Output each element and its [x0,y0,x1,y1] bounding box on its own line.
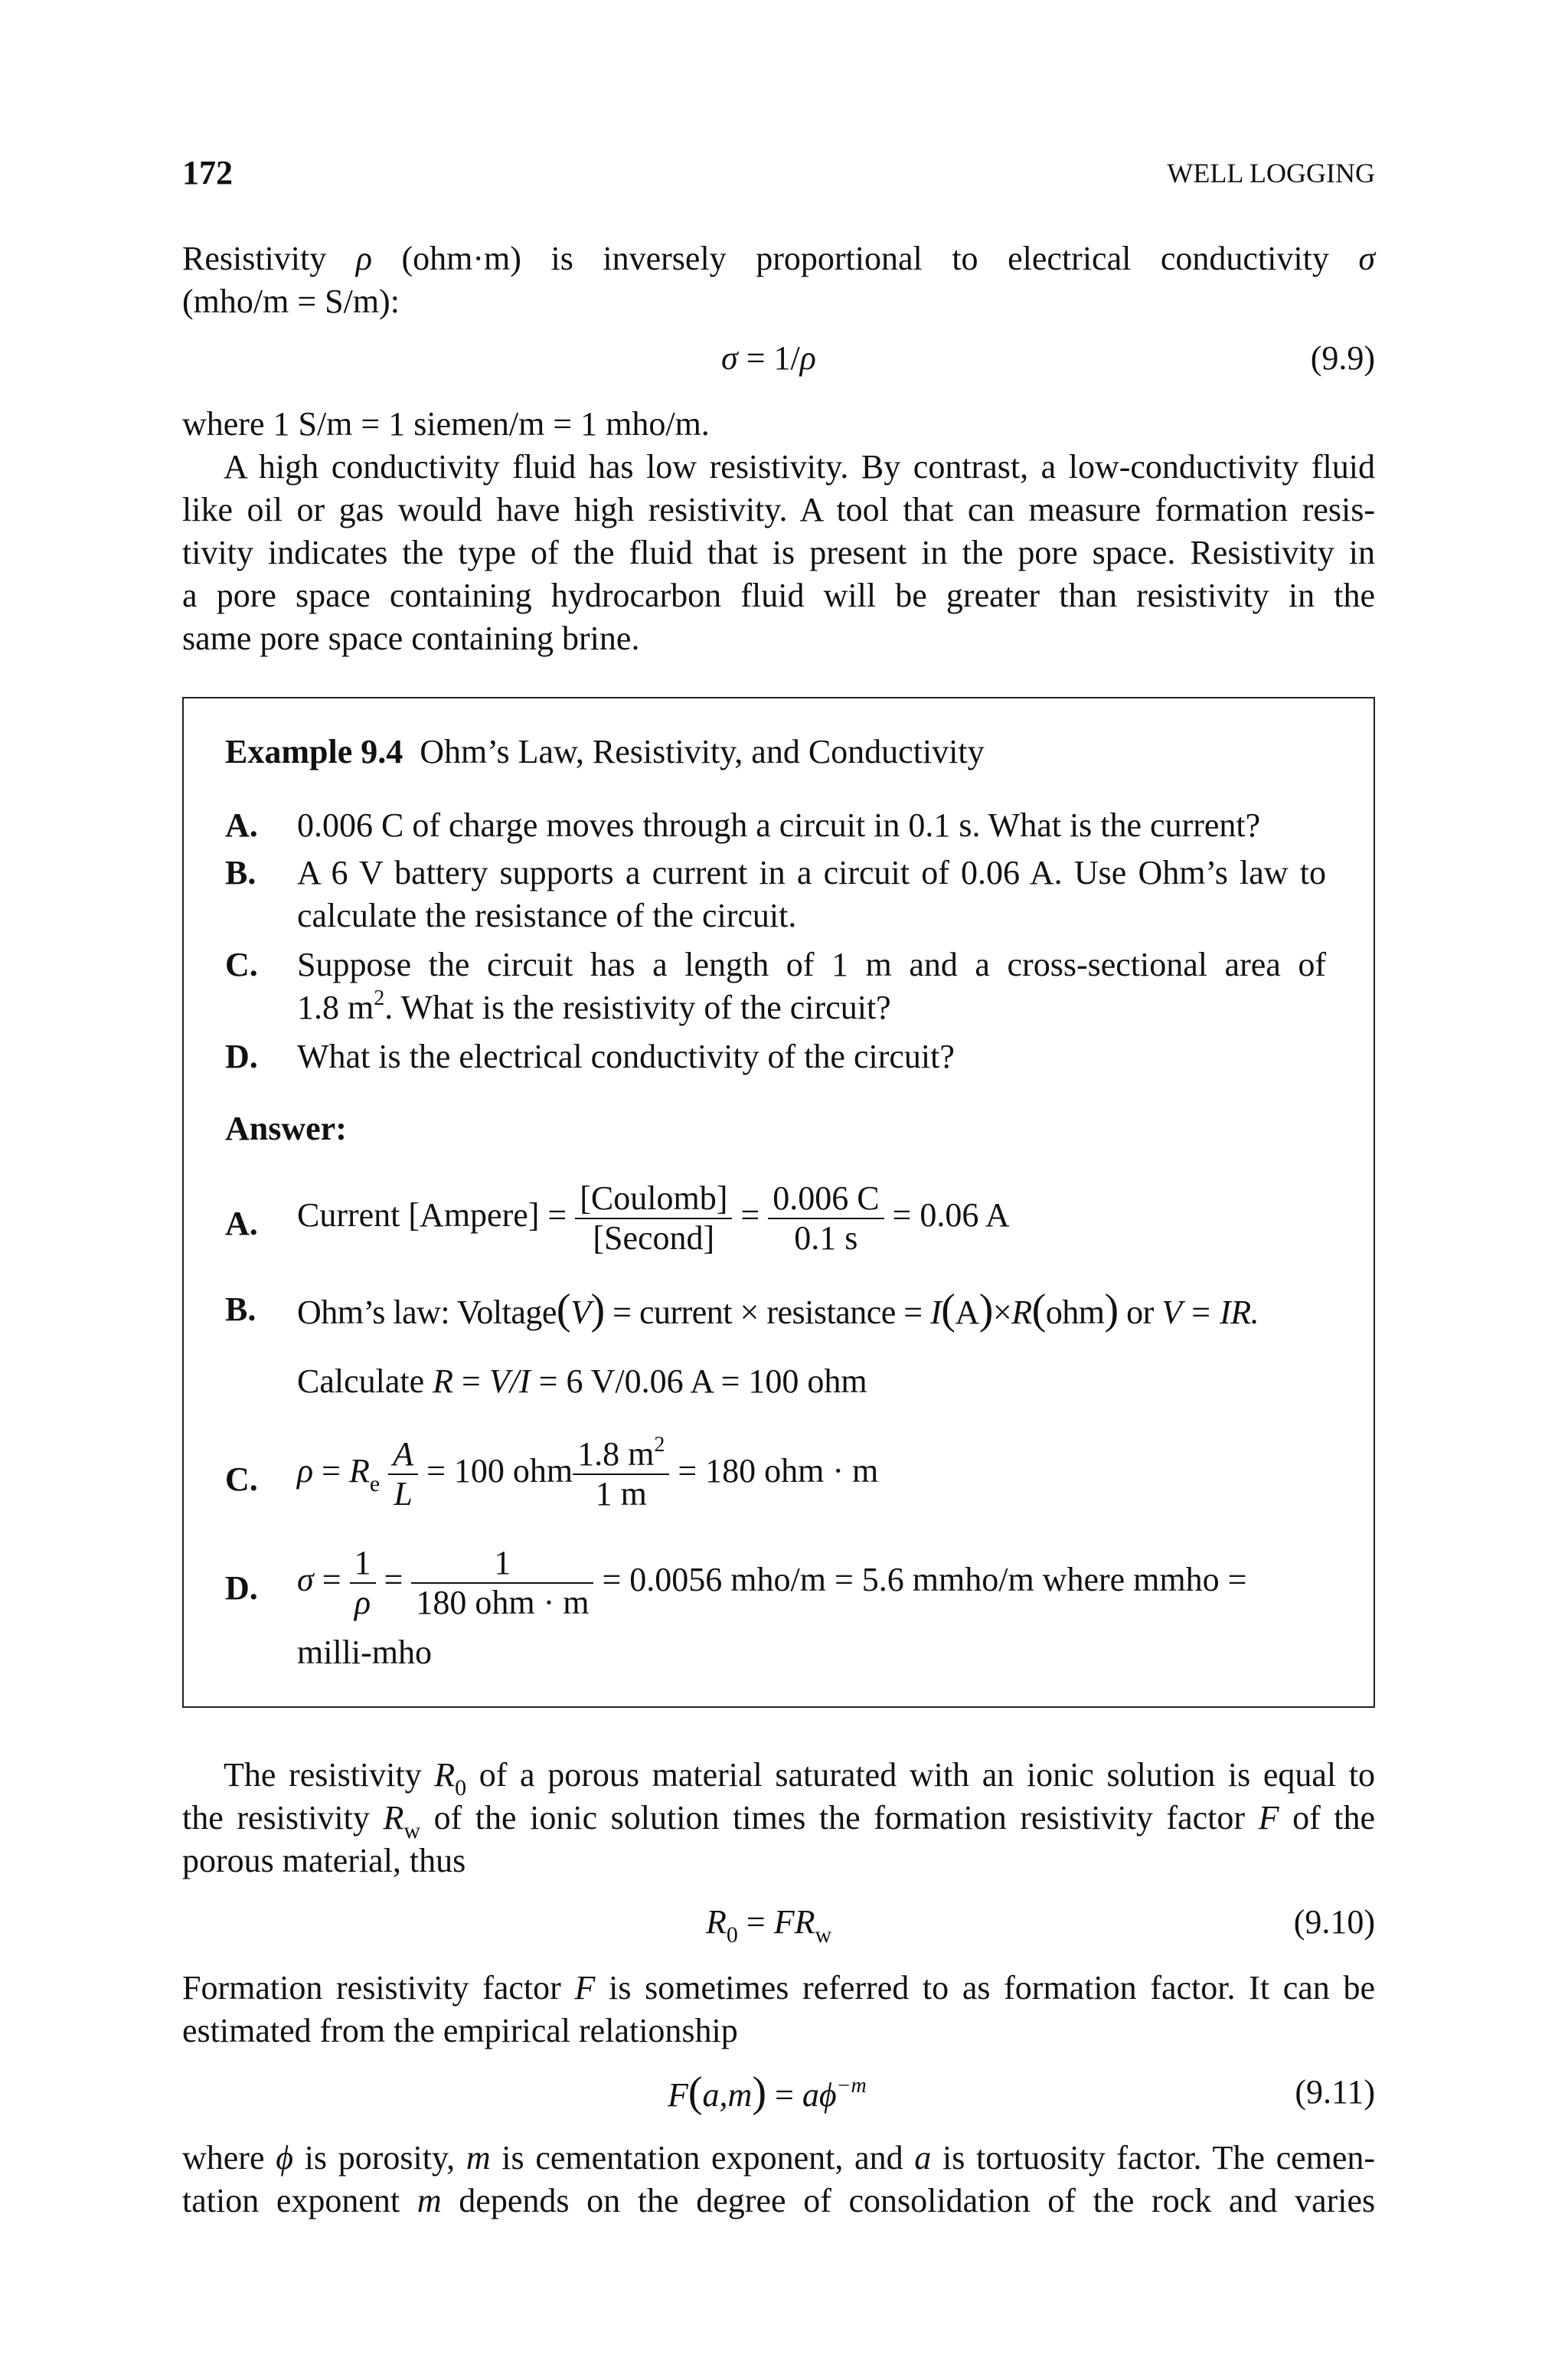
paragraph-3-line-1: The resistivity $R_0$ of a porous material saturated with an ionic solution is equal to [224,1756,1376,1801]
fraction-area-value-length-value: $\frac{1.8 m^2}{1 m}$ [573,1435,669,1513]
answer-c-equation: $\rho = R_e$ $\frac{A}{L}$ = 100 ohm $\frac{1.8 m^2}{1 m}$ = 180 ohm · m [297,1433,879,1513]
paragraph-2-line-5: a pore space containing hydrocarbon fluid will be greater than resistivity in the [182,577,1375,614]
question-a-text: 0.006 C of charge moves through a circuit in 0.1 s. What is the current? [297,806,1261,844]
equation-9-10-label: (9.10) [1293,1903,1375,1941]
answer-d-equation: σ = $\frac{1}{\rho}$ = $\frac{1}{\text{180 ohm · m}}$ = 0.0056 mho/m = 5.6 mmho/m where mmho = [297,1544,1247,1621]
question-b-text-1: A 6 V battery supports a current in a circuit of 0.06 A. Use Ohm’s law to [297,854,1326,891]
equation-9-11-label: (9.11) [1295,2073,1375,2111]
fraction-charge-time: $\frac{0.006 C}{0.1 s}$ [768,1179,884,1258]
example-label: Example 9.4 [225,733,403,770]
answer-a-letter: A. [225,1205,258,1242]
equation-9-9: σ = 1/ρ [721,339,816,377]
question-c-text-2: 1.8 $m^2$. What is the resistivity of the circuit? [297,986,891,1026]
example-heading [225,731,985,774]
question-c-letter: C. [225,946,258,983]
answer-d-continuation: milli-mho [297,1634,432,1671]
paragraph-2-line-3: like oil or gas would have high resistivity. A tool that can measure formation resis- [182,491,1375,528]
paragraph-1-line-2: (mho/m = S/m): [182,283,400,320]
answer-d-letter: D. [225,1569,258,1607]
answer-label: Answer: [225,1110,347,1147]
answer-b-line-2: Calculate R = V/I = 6 V/0.06 A = 100 ohm [297,1362,867,1400]
answer-b-line-1: Ohm’s law: Voltage(V) = current × resistance = I(A)×R(ohm) or V = IR. [297,1286,1259,1333]
paragraph-5-line-1: where ϕ is porosity, m is cementation exponent, and a is tortuosity factor. The cemen- [182,2139,1376,2177]
paragraph-3-line-3: porous material, thus [182,1842,466,1879]
equation-9-11: $F(a,m) = a\phi^{-m}$ [668,2069,867,2116]
paragraph-5-line-2: tation exponent m depends on the degree of consolidation of the rock and varies [182,2182,1376,2219]
question-b-letter: B. [225,854,256,891]
paragraph-4-line-2: estimated from the empirical relationship [182,2012,738,2049]
paragraph-1-line-1: Resistivity ρ (ohm·m) is inversely proportional to electrical conductivity σ [182,240,1376,277]
question-d-text: What is the electrical conductivity of the circuit? [297,1038,955,1075]
question-c-text-1: Suppose the circuit has a length of 1 m and a cross-sectional area of [297,946,1326,983]
page-number: 172 [182,154,233,191]
question-b-text-2: calculate the resistance of the circuit. [297,897,797,934]
running-title: WELL LOGGING [1167,158,1375,188]
paragraph-3-line-2: the resistivity $R_w$ of the ionic solution times the formation resistivity factor F of the [182,1799,1376,1843]
question-a-letter: A. [225,806,258,844]
fraction-one-over-resistivity-value: $\frac{1}{\text{180 ohm · m}}$ [411,1544,593,1622]
answer-b-letter: B. [225,1290,256,1328]
paragraph-2-line-2: A high conductivity fluid has low resistivity. By contrast, a low-conductivity fluid [224,448,1375,486]
answer-a-equation: Current [Ampere] = $\frac{\text{[Coulomb]}}{\text{[Second]}}$ = $\frac{0.006 C}{0.1 s}$ = 0.06 A [297,1179,1010,1257]
fraction-coulomb-second: $\frac{\text{[Coulomb]}}{\text{[Second]}}$ [575,1179,732,1258]
example-title: Ohm’s Law, Resistivity, and Conductivity [420,733,985,770]
equation-9-10: $R_0 = FR_w$ [706,1903,832,1948]
equation-9-9-label: (9.9) [1310,339,1375,377]
answer-c-letter: C. [225,1460,258,1498]
paragraph-2-line-1: where 1 S/m = 1 siemen/m = 1 mho/m. [182,405,710,443]
paragraph-2-line-4: tivity indicates the type of the fluid that is present in the pore space. Resistivity in [182,534,1375,571]
fraction-one-over-rho: $\frac{1}{\rho}$ [350,1544,376,1622]
question-d-letter: D. [225,1038,258,1075]
fraction-area-length: $\frac{A}{L}$ [388,1435,418,1513]
paragraph-2-line-6: same pore space containing brine. [182,620,640,657]
paragraph-4-line-1: Formation resistivity factor F is sometimes referred to as formation factor. It can be [182,1969,1376,2007]
